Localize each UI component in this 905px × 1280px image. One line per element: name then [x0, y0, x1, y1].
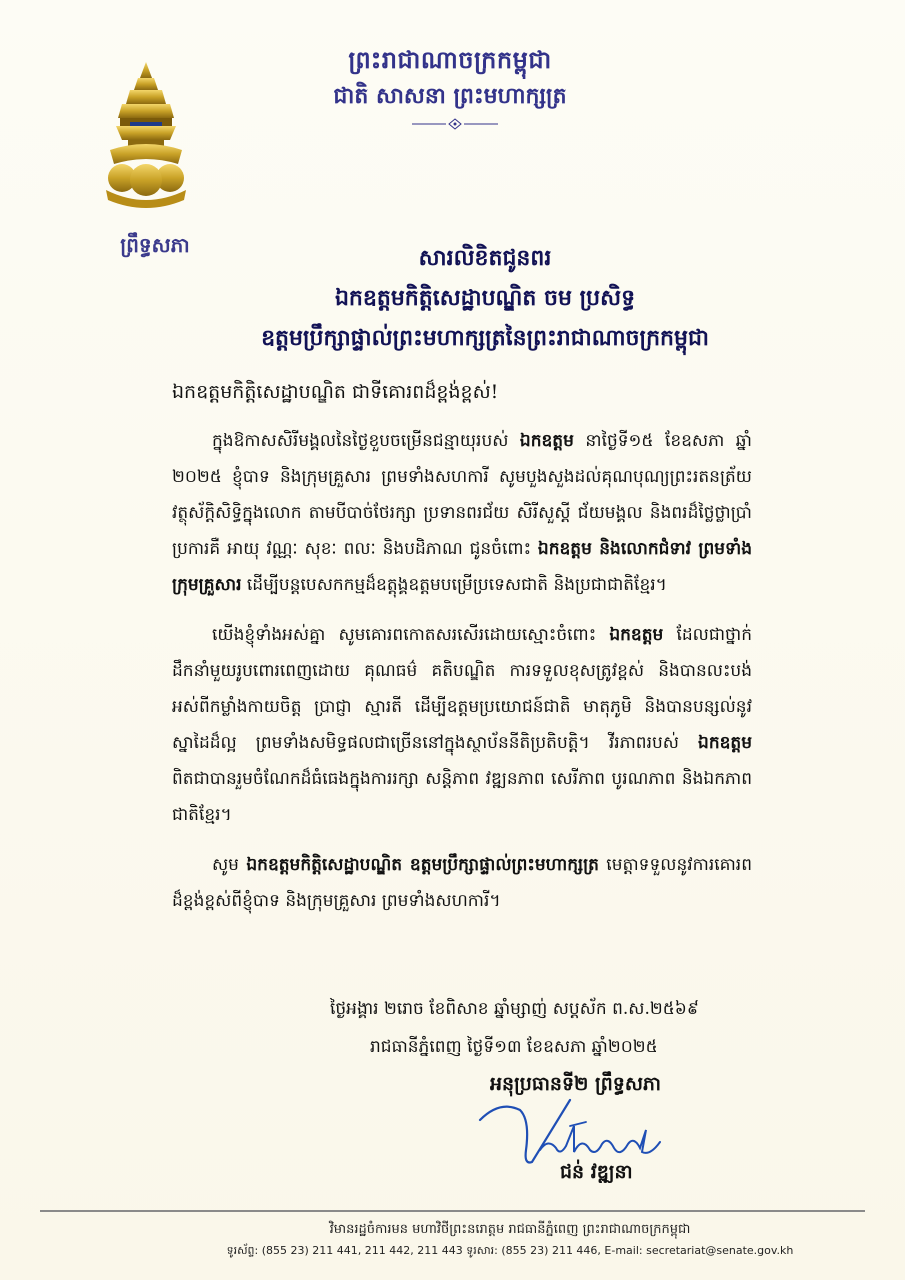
signer-name: ជន់ វឌ្ឍនា: [560, 1161, 633, 1183]
paragraph-3-bold-a: ឯកឧត្តមកិត្តិសេដ្ឋាបណ្ឌិត ឧត្តមប្រឹក្សាផ្ទាល់ព្រះមហាក្សត្រ: [246, 855, 599, 875]
paragraph-3-text-b: មេត្តាទទួលនូវការគោរពដ៏ខ្ពង់ខ្ពស់ពីខ្ញុំបាទ និងក្រុមគ្រួសារ ព្រមទាំងសហការី។: [172, 855, 752, 911]
solar-date: រាជធានីភ្នំពេញ ថ្ងៃទី១៣ ខែឧសភា ឆ្នាំ២០២៥: [370, 1037, 658, 1057]
footer-contact: ទូរស័ព្ទ: (855 23) 211 441, 211 442, 211 443 ទូរសារ: (855 23) 211 446, E-mail: secretariat@senate.gov.kh: [226, 1244, 794, 1257]
paragraph-1-bold-b: ឯកឧត្តម និងលោកជំទាវ ព្រមទាំងក្រុមគ្រួសារ: [172, 539, 753, 595]
paragraph-2: [172, 617, 752, 833]
paragraph-3: [172, 847, 752, 919]
kingdom-header: [250, 42, 650, 114]
greeting: ឯកឧត្តមកិត្តិសេដ្ឋាបណ្ឌិត ជាទីគោរពដ៏ខ្ពង់ខ្ពស់!: [172, 381, 499, 403]
senate-emblem-icon: [100, 60, 192, 210]
paragraph-1-text-a: ក្នុងឱកាសសិរីមង្គលនៃថ្ងៃខួបចម្រើនជន្មាយុរបស់: [212, 431, 520, 451]
paragraph-2-text-a: យើងខ្ញុំទាំងអស់គ្នា សូមគោរពកោតសរសើរដោយស្មោះចំពោះ: [212, 625, 610, 645]
title-line-1: សារលិខិតជូនពរ: [418, 245, 552, 271]
lunar-date: ថ្ងៃអង្គារ ២រោច ខែពិសាខ ឆ្នាំម្សាញ់ សប្តស័ក ព.ស.២៥៦៩: [330, 999, 699, 1019]
paragraph-1: [172, 423, 752, 603]
footer-address: វិមានរដ្ឋចំការមន មហាវិថីព្រះនរោត្តម រាជធានីភ្នំពេញ ព្រះរាជាណាចក្រកម្ពុជា: [329, 1222, 691, 1237]
date-block: [330, 990, 790, 1066]
paragraph-3-text-a: សូម: [212, 855, 247, 875]
title-line-2: ឯកឧត្តមកិត្តិសេដ្ឋាបណ្ឌិត ចម ប្រសិទ្ធ: [334, 285, 636, 311]
paragraph-2-bold-a: ឯកឧត្តម: [609, 625, 664, 645]
paragraph-1-bold-a: ឯកឧត្តម: [519, 431, 574, 451]
ornament-divider-icon: [410, 118, 500, 130]
paragraph-1-text-c: ដើម្បីបន្តបេសកកម្មដ៏ឧត្តុង្គឧត្តមបម្រើប្រទេសជាតិ និងប្រជាជាតិខ្មែរ។: [241, 575, 667, 595]
paragraph-2-text-b: ដែលជាថ្នាក់ដឹកនាំមួយរូបពោរពេញដោយ គុណធម៌ គតិបណ្ឌិត ការទទួលខុសត្រូវខ្ពស់ និងបានលះបង់អស់ពីកម្លាំងកាយចិត្ត ប្រាជ្ញា ស្មារតី ដើម្បីឧត្តមប្រយោជន៍ជាតិ មាតុភូមិ និងបានបន្សល់នូវស្នាដៃដ៏ល្អ ព្រមទាំងសមិទ្ធផលជាច្រើននៅក្នុងស្ថាប័ននីតិប្រតិបត្តិ។ វីរភាពរបស់: [172, 625, 752, 753]
signer-title: អនុប្រធានទី២ ព្រឹទ្ធសភា: [490, 1073, 662, 1095]
letter-title: [150, 238, 820, 358]
kingdom-name: ព្រះរាជាណាចក្រកម្ពុជា: [348, 45, 552, 74]
senate-label: ព្រឹទ្ធសភា: [120, 233, 190, 257]
footer: [200, 1220, 820, 1262]
footer-divider: [40, 1210, 865, 1212]
title-line-3: ឧត្តមប្រឹក្សាផ្ទាល់ព្រះមហាក្សត្រនៃព្រះរាជាណាចក្រកម្ពុជា: [261, 325, 709, 351]
paragraph-2-text-c: ពិតជាបានរួមចំណែកដ៏ធំធេងក្នុងការរក្សា សន្តិភាព វឌ្ឍនភាព សេរីភាព បូរណភាព និងឯកភាពជាតិខ្មែរ។: [172, 769, 752, 825]
national-motto: ជាតិ សាសនា ព្រះមហាក្សត្រ: [333, 83, 567, 109]
letter-body: [172, 375, 752, 933]
paragraph-2-bold-b: ឯកឧត្តម: [698, 733, 752, 753]
paragraph-1-text-b: នាថ្ងៃទី១៥ ខែឧសភា ឆ្នាំ ២០២៥ ខ្ញុំបាទ និងក្រុមគ្រួសារ ព្រមទាំងសហការី សូមបួងសួងដល់គុណបុណ្យព្រះរតនត្រ័យ វត្ថុស័ក្តិសិទ្ធិក្នុងលោក តាមបីបាច់ថែរក្សា ប្រទានពរជ័យ សិរីសួស្តី ជ័យមង្គល និងពរដ៏ថ្លៃថ្លាប្រាំប្រការគឺ អាយុ វណ្ណៈ សុខៈ ពលៈ និងបដិភាណ ជូនចំពោះ: [172, 431, 752, 559]
